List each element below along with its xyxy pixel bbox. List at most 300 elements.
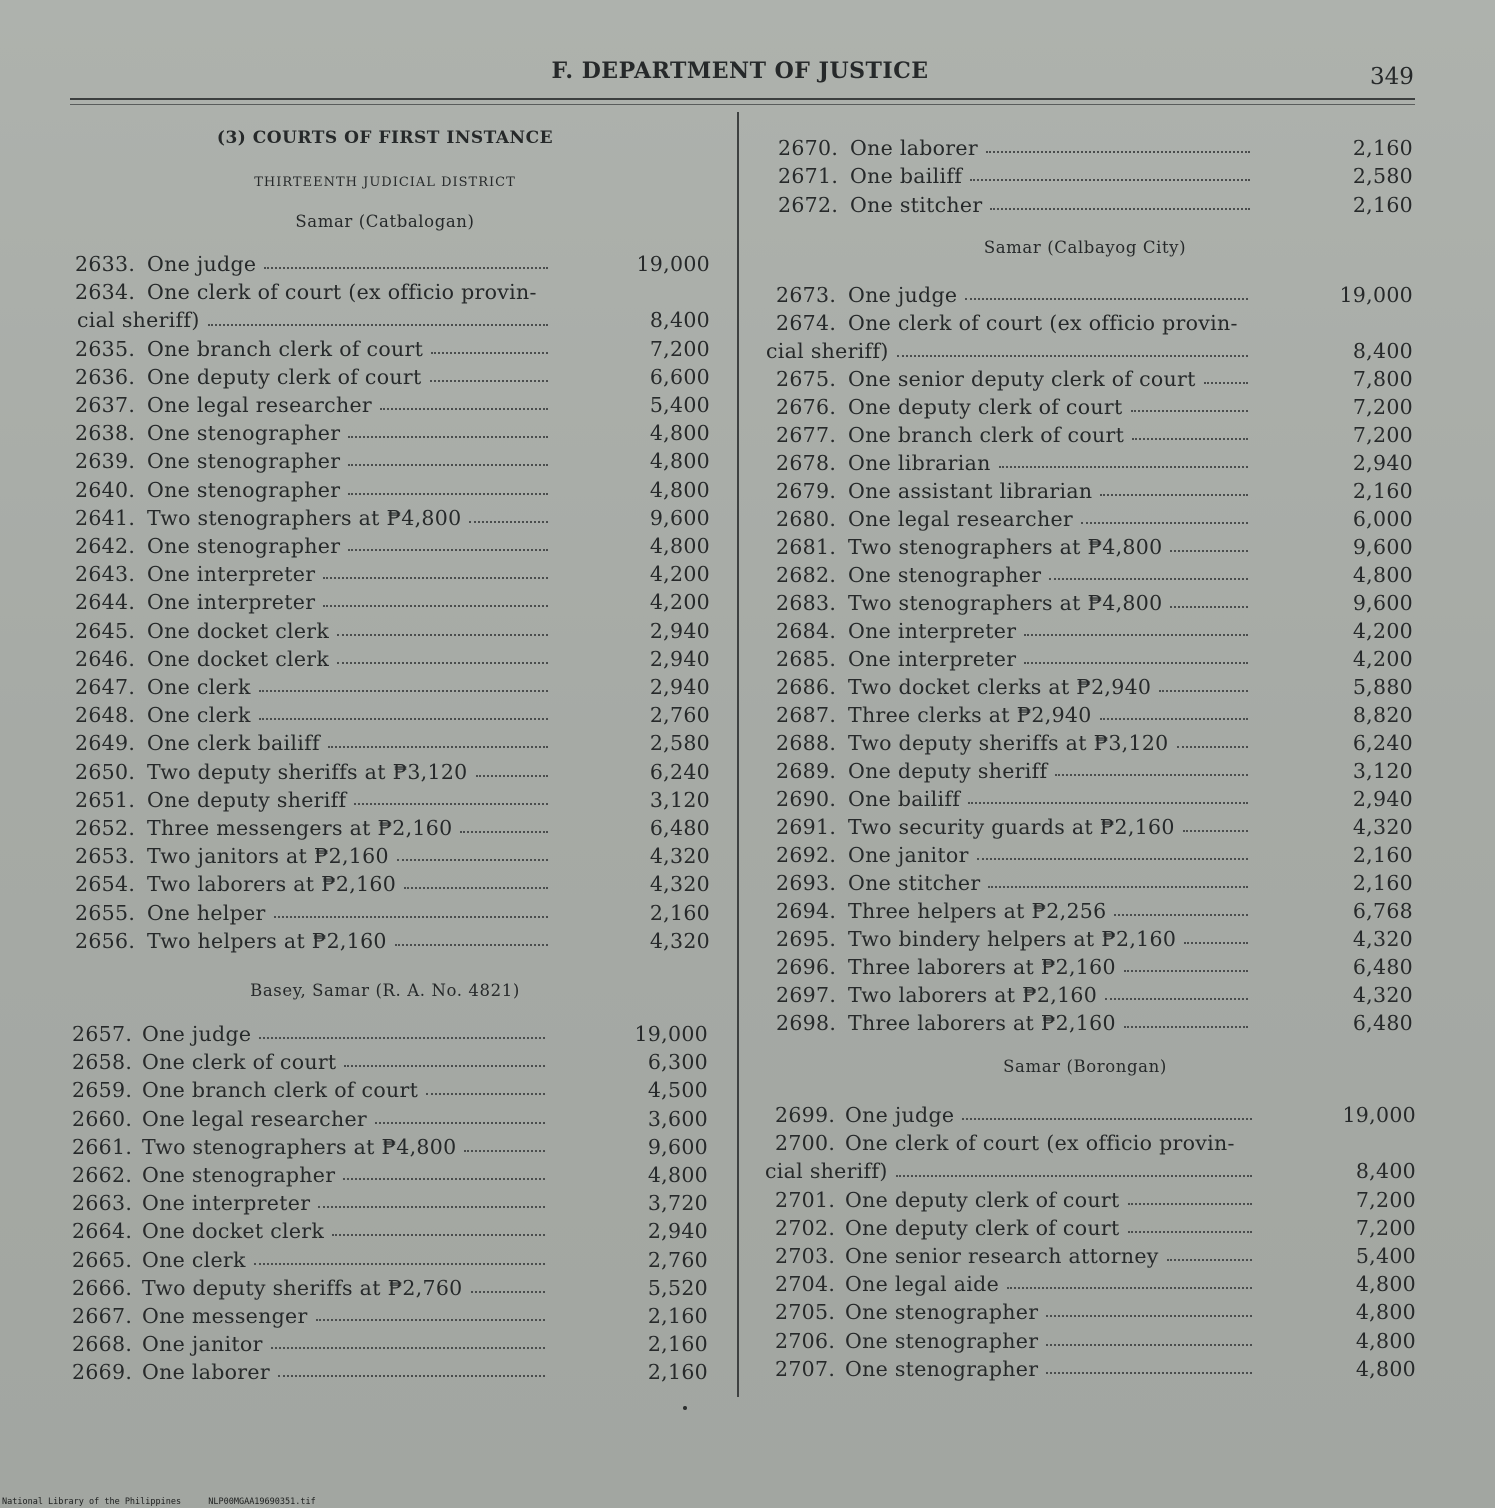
line-item — [75, 729, 710, 757]
leader-dots — [1046, 1344, 1252, 1346]
line-item — [776, 281, 1413, 309]
leader-dots — [254, 1263, 545, 1265]
item-description: One stenographer — [147, 449, 341, 474]
item-description: Two security guards at ₱2,160 — [848, 815, 1175, 839]
leader-dots — [431, 352, 548, 354]
item-amount: 19,000 — [1342, 1103, 1416, 1127]
item-number: 2665. — [72, 1247, 133, 1272]
item-amount: 4,320 — [1352, 815, 1413, 839]
line-item — [776, 981, 1413, 1009]
page-dot — [683, 1406, 687, 1410]
leader-dots — [962, 1118, 1252, 1120]
line-item — [75, 870, 710, 898]
leader-dots — [1124, 970, 1248, 972]
leader-dots — [970, 179, 1250, 181]
item-amount: 9,600 — [1352, 535, 1413, 559]
leader-dots — [464, 1150, 545, 1152]
leader-dots — [1183, 830, 1248, 832]
leader-dots — [348, 549, 548, 551]
item-description: One docket clerk — [147, 618, 330, 643]
leader-dots — [395, 944, 548, 946]
leader-dots — [328, 746, 548, 748]
line-item — [72, 1274, 708, 1302]
item-amount: 7,200 — [1352, 395, 1413, 419]
item-description: Three helpers at ₱2,256 — [848, 899, 1107, 923]
line-item — [72, 1048, 708, 1076]
item-number: 2646. — [75, 646, 136, 671]
leader-dots — [1170, 550, 1248, 552]
item-description: One interpreter — [848, 647, 1017, 671]
item-description: Two laborers at ₱2,160 — [848, 983, 1098, 1007]
item-description: One branch clerk of court — [142, 1078, 419, 1103]
item-number: 2680. — [776, 507, 837, 531]
item-number: 2684. — [776, 619, 837, 643]
item-number: 2686. — [776, 675, 837, 699]
leader-dots — [426, 1093, 545, 1095]
item-amount: 5,880 — [1352, 675, 1413, 699]
item-amount: 7,200 — [1355, 1187, 1416, 1212]
item-number: 2676. — [776, 395, 837, 419]
line-item — [72, 1246, 708, 1274]
item-number: 2685. — [776, 647, 837, 671]
item-number: 2654. — [75, 872, 136, 897]
subheading-calbayog: Samar (Calbayog City) — [983, 238, 1187, 257]
item-amount: 4,500 — [647, 1078, 708, 1103]
item-number: 2668. — [72, 1332, 133, 1357]
line-item — [75, 842, 710, 870]
leader-dots — [348, 464, 548, 466]
section-title: (3) COURTS OF FIRST INSTANCE — [216, 128, 554, 148]
item-description: Two bindery helpers at ₱2,160 — [848, 927, 1177, 951]
item-number: 2652. — [75, 816, 136, 840]
leader-dots — [476, 775, 548, 777]
line-item — [776, 701, 1413, 729]
leader-dots — [1184, 942, 1248, 944]
item-amount: 5,400 — [1355, 1244, 1416, 1268]
line-item — [776, 645, 1413, 673]
line-item — [75, 645, 710, 673]
line-item — [778, 134, 1413, 162]
line-item — [72, 1217, 708, 1245]
item-description: One librarian — [848, 451, 991, 475]
item-description: One legal researcher — [142, 1106, 367, 1131]
item-amount: 2,160 — [647, 1332, 708, 1357]
leader-dots — [337, 634, 548, 636]
item-amount: 6,480 — [649, 816, 710, 840]
item-number: 2679. — [776, 479, 837, 503]
item-number: 2645. — [75, 618, 136, 643]
item-amount: 4,800 — [649, 449, 710, 474]
line-item — [72, 1161, 708, 1189]
item-description: One clerk of court (ex officio provin- — [848, 311, 1238, 335]
line-item — [775, 1298, 1416, 1326]
line-item — [776, 841, 1413, 869]
line-item — [72, 1105, 708, 1133]
item-amount: 3,120 — [1352, 759, 1413, 783]
leader-dots — [1105, 998, 1248, 1000]
line-item — [75, 250, 710, 278]
item-description: One legal researcher — [848, 507, 1073, 531]
item-description: One laborer — [142, 1360, 270, 1385]
item-amount: 19,000 — [1339, 283, 1413, 307]
item-description: One clerk bailiff — [147, 731, 320, 756]
leader-dots — [1081, 522, 1248, 524]
item-amount: 7,200 — [1355, 1215, 1416, 1240]
item-number: 2678. — [776, 451, 837, 475]
leader-dots — [259, 718, 548, 720]
leader-dots — [271, 1347, 545, 1349]
line-item — [75, 476, 710, 504]
item-amount: 2,940 — [1352, 787, 1413, 811]
line-item — [776, 421, 1413, 449]
item-amount: 6,240 — [1352, 731, 1413, 755]
item-number: 2639. — [75, 449, 136, 474]
item-number: 2657. — [72, 1022, 133, 1046]
subheading-borongan: Samar (Borongan) — [1003, 1057, 1167, 1076]
item-number: 2705. — [775, 1300, 836, 1325]
item-description: One janitor — [142, 1332, 263, 1357]
item-amount: 2,580 — [649, 731, 710, 756]
item-description: One deputy clerk of court — [845, 1215, 1120, 1240]
item-amount: 2,160 — [1352, 871, 1413, 895]
line-item — [775, 1242, 1416, 1270]
line-item — [72, 1020, 708, 1048]
leader-dots — [999, 466, 1248, 468]
item-amount: 3,120 — [649, 787, 710, 812]
item-description: One docket clerk — [147, 646, 330, 671]
item-amount: 6,240 — [649, 759, 710, 784]
line-item — [72, 1330, 708, 1358]
item-description: One bailiff — [848, 787, 961, 811]
item-amount: 2,160 — [647, 1360, 708, 1385]
item-number: 2641. — [75, 505, 136, 530]
line-item — [776, 673, 1413, 701]
item-amount: 2,940 — [649, 646, 710, 671]
item-description: Two laborers at ₱2,160 — [147, 872, 397, 897]
item-amount: 9,600 — [1352, 591, 1413, 615]
item-number: 2642. — [75, 534, 136, 558]
leader-dots — [988, 886, 1248, 888]
line-item — [776, 925, 1413, 953]
leader-dots — [264, 267, 548, 269]
item-number: 2698. — [776, 1011, 837, 1035]
item-description: Two stenographers at ₱4,800 — [142, 1134, 457, 1159]
item-amount: 6,300 — [647, 1050, 708, 1075]
item-number: 2696. — [776, 955, 837, 979]
line-item — [776, 953, 1413, 981]
page-number: 349 — [1370, 64, 1414, 90]
item-amount: 2,580 — [1352, 164, 1413, 189]
item-description: One stenographer — [845, 1356, 1039, 1381]
item-description: Two stenographers at ₱4,800 — [147, 505, 462, 530]
district-heading: THIRTEENTH JUDICIAL DISTRICT — [254, 175, 516, 190]
item-description: Two deputy sheriffs at ₱3,120 — [848, 731, 1169, 755]
line-item — [75, 927, 710, 955]
item-number: 2637. — [75, 393, 136, 417]
line-item — [776, 757, 1413, 785]
item-number: 2683. — [776, 591, 837, 615]
leader-dots — [977, 858, 1248, 860]
item-description: One stenographer — [147, 477, 341, 502]
line-item — [776, 505, 1413, 533]
item-description: One deputy sheriff — [147, 787, 347, 812]
item-description: Two deputy sheriffs at ₱3,120 — [147, 759, 468, 784]
line-item — [775, 1327, 1416, 1355]
item-amount: 4,800 — [1355, 1356, 1416, 1381]
item-number: 2638. — [75, 421, 136, 446]
line-item — [75, 786, 710, 814]
item-number: 2671. — [778, 164, 839, 189]
header-rule-thin — [70, 104, 1415, 105]
item-description: One branch clerk of court — [147, 336, 424, 361]
leader-dots — [278, 1375, 545, 1377]
item-number: 2693. — [776, 871, 837, 895]
line-item — [778, 162, 1413, 190]
leader-dots — [469, 521, 548, 523]
leader-dots — [337, 662, 548, 664]
item-amount: 6,600 — [649, 364, 710, 389]
item-description: One judge — [848, 283, 958, 307]
item-amount: 2,160 — [1352, 192, 1413, 217]
line-item — [776, 869, 1413, 897]
leader-dots — [1128, 1231, 1252, 1233]
line-item — [775, 1214, 1416, 1242]
item-amount: 19,000 — [636, 252, 710, 276]
item-number: 2702. — [775, 1215, 836, 1240]
item-amount: 7,800 — [1352, 367, 1413, 391]
item-description: One interpreter — [848, 619, 1017, 643]
item-description: One clerk — [142, 1247, 246, 1272]
item-description: Three laborers at ₱2,160 — [848, 1011, 1116, 1035]
item-amount: 6,000 — [1352, 507, 1413, 531]
item-description: Three messengers at ₱2,160 — [147, 816, 453, 840]
item-description: Two helpers at ₱2,160 — [147, 928, 387, 953]
leader-dots — [1114, 914, 1248, 916]
item-description: One senior research attorney — [845, 1244, 1159, 1268]
item-number: 2661. — [72, 1134, 133, 1159]
item-number: 2687. — [776, 703, 837, 727]
leader-dots — [1170, 606, 1248, 608]
item-number: 2691. — [776, 815, 837, 839]
item-description: One clerk of court — [142, 1050, 337, 1075]
item-number: 2640. — [75, 477, 136, 502]
line-item — [72, 1189, 708, 1217]
item-description-continued: cial sheriff) — [765, 1159, 888, 1184]
item-description: One stenographer — [845, 1328, 1039, 1353]
leader-dots — [1159, 690, 1248, 692]
item-number: 2677. — [776, 423, 837, 447]
item-number: 2660. — [72, 1106, 133, 1131]
item-number: 2701. — [775, 1187, 836, 1212]
item-amount: 2,160 — [649, 900, 710, 925]
item-description: Two janitors at ₱2,160 — [147, 844, 389, 869]
item-number: 2704. — [775, 1272, 836, 1297]
leader-dots — [1046, 1372, 1252, 1374]
item-amount: 3,600 — [647, 1106, 708, 1131]
line-item — [776, 589, 1413, 617]
footer-library: National Library of the Philippines — [2, 1497, 182, 1507]
item-description: One clerk of court (ex officio provin- — [845, 1131, 1235, 1156]
item-amount: 4,200 — [1352, 619, 1413, 643]
leader-dots — [1100, 494, 1248, 496]
item-number: 2647. — [75, 675, 136, 699]
item-description: One stitcher — [848, 871, 981, 895]
line-item — [75, 673, 710, 701]
line-item — [775, 1101, 1416, 1129]
item-description: One interpreter — [147, 590, 316, 615]
item-amount: 2,940 — [647, 1219, 708, 1244]
item-number: 2697. — [776, 983, 837, 1007]
leader-dots — [1167, 1259, 1252, 1261]
leader-dots — [965, 298, 1248, 300]
line-item — [75, 447, 710, 475]
item-amount: 6,768 — [1352, 899, 1413, 923]
leader-dots — [1100, 718, 1248, 720]
leader-dots — [348, 493, 548, 495]
item-number: 2688. — [776, 731, 837, 755]
line-item — [776, 477, 1413, 505]
item-description: One stenographer — [147, 421, 341, 446]
item-description: One laborer — [850, 136, 978, 160]
leader-dots — [323, 577, 548, 579]
item-amount: 8,820 — [1352, 703, 1413, 727]
line-item — [775, 1270, 1416, 1298]
item-description: One judge — [142, 1022, 252, 1046]
leader-dots — [1128, 1203, 1252, 1205]
line-item — [776, 365, 1413, 393]
item-amount: 4,800 — [1352, 563, 1413, 587]
item-number: 2669. — [72, 1360, 133, 1385]
item-amount: 2,760 — [647, 1247, 708, 1272]
item-description: One assistant librarian — [848, 479, 1093, 503]
item-number: 2662. — [72, 1163, 133, 1187]
subheading-basey: Basey, Samar (R. A. No. 4821) — [250, 981, 520, 1000]
leader-dots — [348, 436, 548, 438]
item-description: One legal researcher — [147, 393, 372, 417]
item-number: 2682. — [776, 563, 837, 587]
line-item — [75, 560, 710, 588]
item-description: One clerk — [147, 703, 251, 728]
item-number: 2699. — [775, 1103, 836, 1127]
item-amount: 2,160 — [1352, 843, 1413, 867]
item-number: 2659. — [72, 1078, 133, 1103]
item-number: 2706. — [775, 1328, 836, 1353]
item-number: 2700. — [775, 1131, 836, 1156]
item-description: Three laborers at ₱2,160 — [848, 955, 1116, 979]
item-description: One bailiff — [850, 164, 963, 189]
item-amount: 4,800 — [1355, 1328, 1416, 1353]
item-description-continued: cial sheriff) — [77, 308, 200, 333]
line-item — [75, 278, 710, 334]
item-number: 2695. — [776, 927, 837, 951]
item-amount: 4,320 — [649, 872, 710, 897]
column-divider — [737, 112, 739, 1397]
leader-dots — [897, 355, 1248, 357]
item-number: 2650. — [75, 759, 136, 784]
leader-dots — [323, 605, 548, 607]
item-description: Three clerks at ₱2,940 — [848, 703, 1092, 727]
line-item — [776, 533, 1413, 561]
item-number: 2703. — [775, 1244, 836, 1268]
item-number: 2681. — [776, 535, 837, 559]
leader-dots — [1055, 774, 1248, 776]
item-number: 2633. — [75, 252, 136, 276]
line-item — [72, 1133, 708, 1161]
item-description: Two stenographers at ₱4,800 — [848, 591, 1163, 615]
item-description: Two deputy sheriffs at ₱2,760 — [142, 1275, 463, 1300]
item-number: 2675. — [776, 367, 837, 391]
item-amount: 5,400 — [649, 393, 710, 417]
line-item — [75, 814, 710, 842]
leader-dots — [1007, 1287, 1252, 1289]
item-amount: 7,200 — [649, 336, 710, 361]
item-description: One interpreter — [142, 1191, 311, 1216]
item-amount: 2,160 — [1352, 479, 1413, 503]
scan-footer — [2, 1497, 338, 1507]
item-number: 2648. — [75, 703, 136, 728]
line-item — [75, 758, 710, 786]
line-item — [75, 335, 710, 363]
item-number: 2653. — [75, 844, 136, 869]
item-description: One helper — [147, 900, 266, 925]
leader-dots — [274, 916, 548, 918]
line-item — [75, 504, 710, 532]
item-number: 2634. — [75, 280, 136, 305]
item-description: Two docket clerks at ₱2,940 — [848, 675, 1152, 699]
leader-dots — [380, 408, 548, 410]
line-item — [75, 419, 710, 447]
item-amount: 2,940 — [649, 675, 710, 699]
leader-dots — [259, 1037, 545, 1039]
item-description: One messenger — [142, 1304, 308, 1328]
item-number: 2649. — [75, 731, 136, 756]
item-amount: 4,200 — [649, 562, 710, 587]
line-item — [766, 309, 1413, 365]
item-number: 2673. — [776, 283, 837, 307]
item-number: 2635. — [75, 336, 136, 361]
item-description: One deputy clerk of court — [147, 364, 422, 389]
leader-dots — [430, 380, 548, 382]
item-amount: 5,520 — [647, 1275, 708, 1300]
item-description: One legal aide — [845, 1272, 999, 1297]
leader-dots — [343, 1178, 545, 1180]
item-amount: 8,400 — [1355, 1159, 1416, 1184]
line-item — [72, 1076, 708, 1104]
item-description: One janitor — [848, 843, 969, 867]
item-description-continued: cial sheriff) — [766, 339, 889, 363]
line-item — [776, 393, 1413, 421]
line-item — [778, 191, 1413, 219]
leader-dots — [259, 690, 548, 692]
item-description: One stenographer — [142, 1163, 336, 1187]
item-number: 2674. — [776, 311, 837, 335]
leader-dots — [344, 1065, 545, 1067]
item-number: 2670. — [778, 136, 839, 160]
item-description: One deputy clerk of court — [845, 1187, 1120, 1212]
leader-dots — [1024, 634, 1248, 636]
item-description: One senior deputy clerk of court — [848, 367, 1196, 391]
line-item — [776, 813, 1413, 841]
item-amount: 2,940 — [649, 618, 710, 643]
leader-dots — [896, 1175, 1252, 1177]
item-number: 2651. — [75, 787, 136, 812]
line-item — [75, 701, 710, 729]
item-amount: 9,600 — [647, 1134, 708, 1159]
item-description: One clerk of court (ex officio provin- — [147, 280, 537, 305]
item-amount: 4,800 — [649, 534, 710, 558]
item-number: 2672. — [778, 192, 839, 217]
item-number: 2667. — [72, 1304, 133, 1328]
